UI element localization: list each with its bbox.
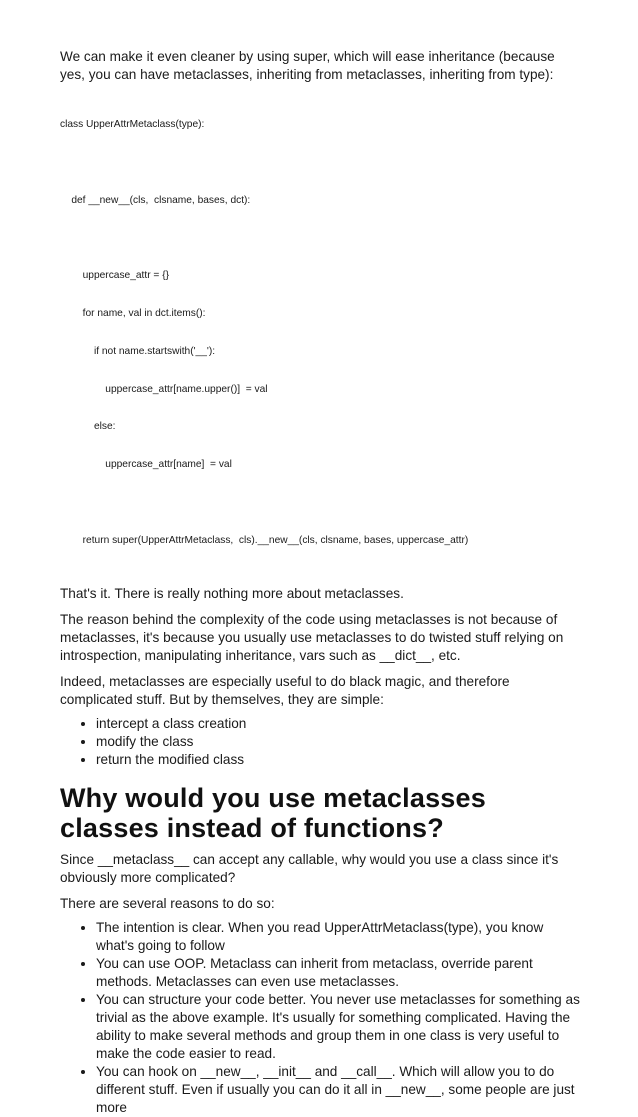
code-line: def __new__(cls, clsname, bases, dct): — [60, 194, 251, 206]
body-paragraph: The reason behind the complexity of the code using metaclasses is not because of metaclasses, it's because you usually use metaclasses to do twisted stuff relying on introspection, manipulating inheritance, vars such as __dict__, etc. — [60, 611, 564, 663]
list-item: • The intention is clear. When you read UpperAttrMetaclass(type), you know what's going to follow — [96, 919, 580, 955]
body-paragraph: There are several reasons to do so: — [60, 895, 275, 911]
body-paragraph: Since __metaclass__ can accept any callable, why would you use a class since it's obviously more complicated? — [60, 851, 559, 885]
code-line — [60, 497, 580, 510]
code-line: else: — [60, 421, 116, 433]
body-paragraph: That's it. There is really nothing more about metaclasses. — [60, 585, 404, 601]
bullet-list — [60, 715, 580, 769]
code-line — [60, 157, 580, 170]
code-line: uppercase_attr[name.upper()] = val — [60, 383, 268, 395]
list-item: • You can structure your code better. You never use metaclasses for something as trivial as the above example. It's usually for something complicated. Having the ability to make several methods and group them in one class is very useful to make the code easier to read. — [96, 991, 580, 1063]
code-line: for name, val in dct.items(): — [60, 308, 206, 320]
list-item: • modify the class — [96, 733, 580, 751]
body-paragraph: Indeed, metaclasses are especially useful to do black magic, and therefore complicated stuff. But by themselves, they are simple: — [60, 673, 510, 707]
code-line: uppercase_attr[name] = val — [60, 459, 232, 471]
code-block — [60, 94, 580, 573]
document-page — [60, 48, 580, 1117]
list-item: • You can use OOP. Metaclass can inherit from metaclass, override parent methods. Metaclasses can even use metaclasses. — [96, 955, 580, 991]
section-heading: Why would you use metaclasses classes instead of functions? — [60, 782, 486, 843]
list-item: • intercept a class creation — [96, 715, 580, 733]
bullet-list — [60, 919, 580, 1117]
code-line: class UpperAttrMetaclass(type): — [60, 119, 205, 131]
code-line: if not name.startswith('__'): — [60, 345, 216, 357]
code-line: uppercase_attr = {} — [60, 270, 170, 282]
list-item: • You can hook on __new__, __init__ and __call__. Which will allow you to do different stuff. Even if usually you can do it all in __new__, some people are just more — [96, 1063, 580, 1117]
list-item: • return the modified class — [96, 751, 580, 769]
code-line — [60, 233, 580, 246]
intro-paragraph: We can make it even cleaner by using super, which will ease inheritance (because yes, you can have metaclasses, inheriting from metaclasses, inheriting from type): — [60, 49, 555, 82]
code-line: return super(UpperAttrMetaclass, cls).__new__(cls, clsname, bases, uppercase_attr) — [60, 534, 469, 546]
